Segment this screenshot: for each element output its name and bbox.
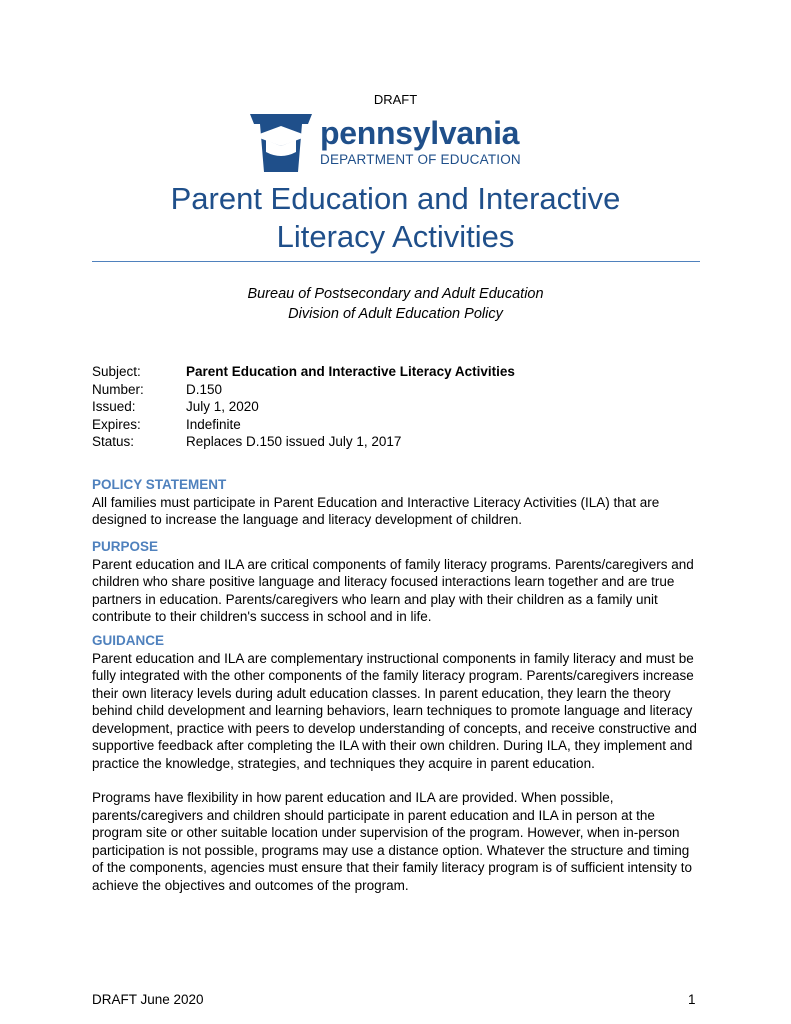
meta-row-subject: [92, 363, 515, 381]
pa-education-logo: [248, 112, 548, 174]
logo-wordmark: pennsylvania: [320, 115, 520, 151]
guidance-section: [92, 632, 700, 894]
draft-header: DRAFT: [373, 92, 418, 107]
keystone-graduation-icon: [248, 112, 314, 174]
title-divider: [92, 261, 700, 262]
meta-value: D.150: [186, 381, 223, 397]
section-text: Parent education and ILA are complementary instructional components in family literacy and must be fully integrated with the other components of the family literacy program. Parents/caregivers increase their own literacy levels during adult education classes. In parent education, they learn the theory behind child development and learning behaviors, learn techniques to promote language and literacy development, practice with peers to develop understanding of concepts, and receive constructive and supportive feedback after completing the ILA with their own children. During ILA, they implement and practice the knowledge, strategies, and techniques they acquire in parent education.: [92, 650, 697, 771]
meta-row-status: [92, 433, 515, 451]
page-title: [0, 180, 791, 256]
logo-department: DEPARTMENT OF EDUCATION: [320, 152, 521, 167]
meta-value: Parent Education and Interactive Literacy Activities: [186, 364, 515, 379]
purpose-section: [92, 538, 700, 626]
meta-label: Status:: [92, 434, 135, 449]
meta-row-issued: [92, 398, 515, 416]
policy-statement-section: [92, 476, 700, 529]
meta-value: July 1, 2020: [186, 399, 259, 414]
meta-value: Indefinite: [186, 416, 241, 432]
footer-draft-date: DRAFT June 2020: [92, 992, 204, 1007]
meta-row-number: [92, 381, 515, 399]
title-line-2: Literacy Activities: [276, 219, 515, 254]
bureau-name: Bureau of Postsecondary and Adult Education: [247, 286, 544, 302]
section-text: Programs have flexibility in how parent education and ILA are provided. When possible, parents/caregivers and children should participate in parent education and ILA in person at the program site or other suitable location under supervision of the program. However, when in-person participation is not possible, programs may use a distance option. Whatever the structure and timing of the components, agencies must ensure that their family literacy program is of sufficient intensity to achieve the objectives and outcomes of the program.: [92, 790, 693, 893]
section-text: Parent education and ILA are critical components of family literacy programs. Parents/caregivers and children who share positive language and literacy focused interactions learn together and are true partners in education. Parents/caregivers who learn and play with their children as a family unit contribute to their children's success in school and in life.: [92, 556, 694, 624]
meta-label: Number:: [92, 381, 144, 397]
meta-label: Subject:: [92, 364, 141, 379]
meta-row-expires: [92, 416, 515, 434]
section-heading: GUIDANCE: [92, 633, 165, 648]
document-metadata: [92, 363, 515, 451]
section-heading: PURPOSE: [92, 539, 159, 554]
title-line-1: Parent Education and Interactive: [170, 181, 621, 216]
meta-label: Expires:: [92, 416, 141, 432]
division-name: Division of Adult Education Policy: [288, 306, 503, 322]
section-heading: POLICY STATEMENT: [92, 477, 227, 492]
page-number: 1: [688, 992, 696, 1007]
meta-value: Replaces D.150 issued July 1, 2017: [186, 434, 402, 449]
section-text: All families must participate in Parent Education and Interactive Literacy Activities (ILA) that are designed to increase the language and literacy development of children.: [92, 494, 660, 527]
meta-label: Issued:: [92, 399, 136, 414]
bureau-block: [0, 284, 791, 324]
